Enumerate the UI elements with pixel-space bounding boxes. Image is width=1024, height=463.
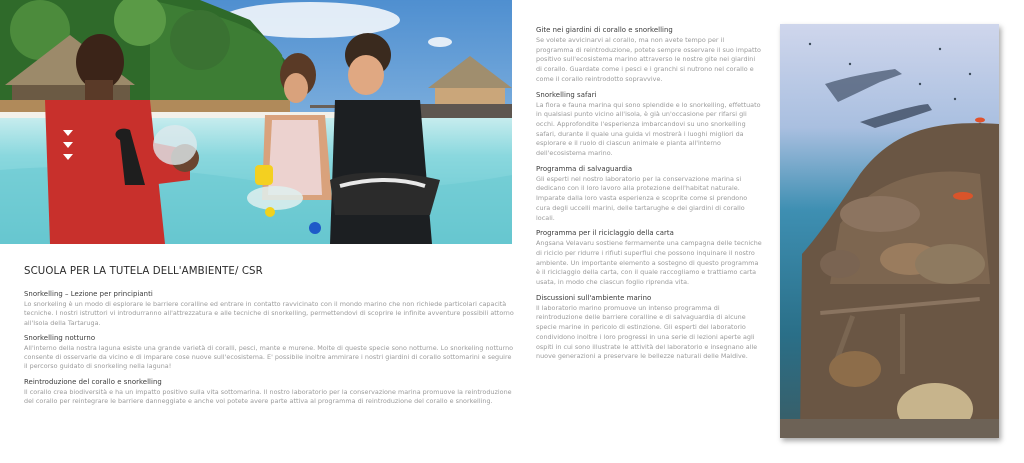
section-heading: Snorkelling notturno [24,333,96,342]
section-body: Se volete avvicinarvi al corallo, ma non avete tempo per il programma di reintroduzione, potete sempre osservare il suo impatto positivo sull'ecosistema marino attraverso le nostre gite nei giardini di corallo. Guardate come i pesci e i granchi si nutrono nel corallo e come il corallo reintrodotto sopravvive. [536,36,761,83]
section-conservation-programme [536,165,762,224]
section-body: Il laboratorio marino promuove un intenso programma di reintroduzione delle barriere coralline e di salvaguardia di alcune specie marine in pericolo di estinzione. Gli esperti del laboratorio condividono inoltre i loro progressi in una serie di lezioni aperte agli ospiti in cui sono illustrate le attività del laboratorio e insegnano alle nuove generazioni a preservare le bellezze naturali delle Maldive. [536,303,758,361]
section-heading: Snorkelling safari [536,90,597,99]
section-beginner-snorkelling [24,290,514,328]
section-heading: Programma di salvaguardia [536,164,633,173]
section-body: Angsana Velavaru sostiene fermamente una campagna delle tecniche di riciclo per ridurre i rifiuti superflui che possono inquinare il nostro ambiente. Un importante elemento a sostegno di questo programma è il riciclaggio della carta, con il quale raccogliamo e trattiamo carta usata, in modo che ciascun foglio riprenda vita. [536,239,762,287]
section-marine-discussions [536,294,762,362]
section-body: Il corallo crea biodiversità e ha un impatto positivo sulla vita sottomarina. Il nostro laboratorio per la conservazione marina promuove la reintroduzione del corallo per reintegrare le barriere danneggiate e anche voi potete avere parte attiva al programma di reintroduzione del corallo e snorkelling. [24,387,512,406]
coral-reef-photo [780,24,999,438]
left-text-column [24,266,514,412]
section-heading: Discussioni sull'ambiente marino [536,293,652,302]
section-body: All'interno della nostra laguna esiste una grande varietà di coralli, pesci, mante e murene. Molte di queste specie sono notturne. Lo snorkeling notturno consente di osservarle da vicino e di imparare cose nuove sull'ecosistema. E' possibile inoltre ammirare i nostri giardini di corallo sottomarini e seguire il percorso guidato di snorkeling nella laguna! [24,343,514,371]
section-body: Lo snorkeling è un modo di esplorare le barriere coralline ed entrare in contatto ravvicinato con il mondo marino che non richiede particolari capacità tecniche. I nostri istruttori vi introdurranno all'attrezzatura e alle tecniche di snorkelling, permettendovi di scoprire le infinite avventure possibili attorno all'Isola della Tartaruga. [24,300,514,327]
section-night-snorkelling [24,334,514,372]
section-heading: Reintroduzione del corallo e snorkelling [24,377,162,386]
section-heading: Gite nei giardini di corallo e snorkelling [536,26,673,34]
section-snorkelling-safari [536,91,762,159]
page-title: SCUOLA PER LA TUTELA DELL'AMBIENTE/ CSR [24,266,263,277]
section-heading: Programma per il riciclaggio della carta [536,229,674,238]
section-coral-reintroduction [24,378,514,407]
snorkelling-lesson-photo [0,0,512,244]
section-body: Gli esperti nel nostro laboratorio per la conservazione marina si dedicano con il loro lavoro alla protezione dell'habitat naturale. Imparate dalla loro vasta esperienza e scoprite come si prendono cura degli uccelli marini, delle tartarughe e dei giardini di corallo locali. [536,174,748,222]
section-paper-recycling [536,229,762,288]
section-body: La flora e fauna marina qui sono splendide e lo snorkelling, effettuato in qualsiasi punto vicino all'isola, è già un'occasione per rifarsi gli occhi. Approfondite l'esperienza imbarcandovi su uno snorkelling safari, durante il quale una guida vi mostrerà i luoghi migliori da esplorare e il ruolo di ciascun animale e pianta all'interno dell'ecosistema marino. [536,100,761,158]
section-coral-garden-trips [536,26,762,85]
middle-text-column [536,26,762,368]
section-heading: Snorkelling – Lezione per principianti [24,290,153,298]
